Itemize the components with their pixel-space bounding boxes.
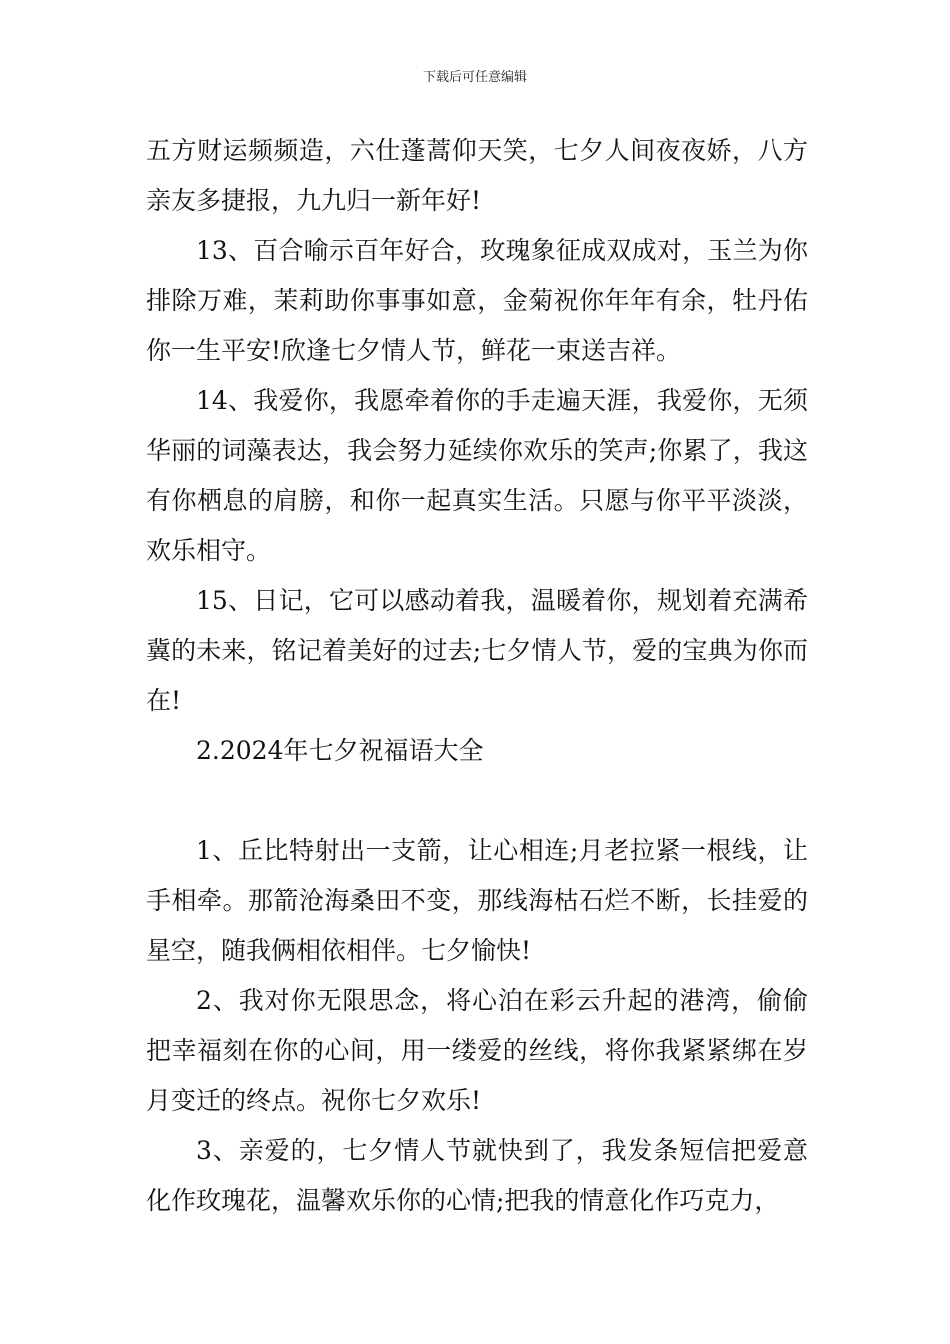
section-heading: 2.2024年七夕祝福语大全 bbox=[196, 736, 484, 765]
paragraph-item-3: 3、亲爱的，七夕情人节就快到了，我发条短信把爱意化作玫瑰花，温馨欢乐你的心情;把我的情意化作巧克力， bbox=[146, 1136, 808, 1215]
document-body bbox=[146, 126, 808, 1226]
page-header-note: 下载后可任意编辑 bbox=[422, 70, 527, 85]
paragraph-item-14: 14、我爱你，我愿牵着你的手走遍天涯，我爱你，无须华丽的词藻表达，我会努力延续你欢乐的笑声;你累了，我这有你栖息的肩膀，和你一起真实生活。只愿与你平平淡淡，欢乐相守。 bbox=[146, 386, 808, 565]
paragraph-continuation: 五方财运频频造，六仕蓬蒿仰天笑，七夕人间夜夜娇，八方亲友多捷报，九九归一新年好! bbox=[146, 136, 808, 215]
section-spacer bbox=[146, 776, 808, 826]
paragraph-item-13: 13、百合喻示百年好合，玫瑰象征成双成对，玉兰为你排除万难，茉莉助你事事如意，金菊祝你年年有余，牡丹佑你一生平安!欣逢七夕情人节，鲜花一束送吉祥。 bbox=[146, 236, 808, 365]
paragraph-item-15: 15、日记，它可以感动着我，温暖着你，规划着充满希冀的未来，铭记着美好的过去;七夕情人节，爱的宝典为你而在! bbox=[146, 586, 808, 715]
paragraph-item-1: 1、丘比特射出一支箭，让心相连;月老拉紧一根线，让手相牵。那箭沧海桑田不变，那线海枯石烂不断，长挂爱的星空，随我俩相依相伴。七夕愉快! bbox=[146, 836, 808, 965]
paragraph-item-2: 2、我对你无限思念，将心泊在彩云升起的港湾，偷偷把幸福刻在你的心间，用一缕爱的丝线，将你我紧紧绑在岁月变迁的终点。祝你七夕欢乐! bbox=[146, 986, 808, 1115]
